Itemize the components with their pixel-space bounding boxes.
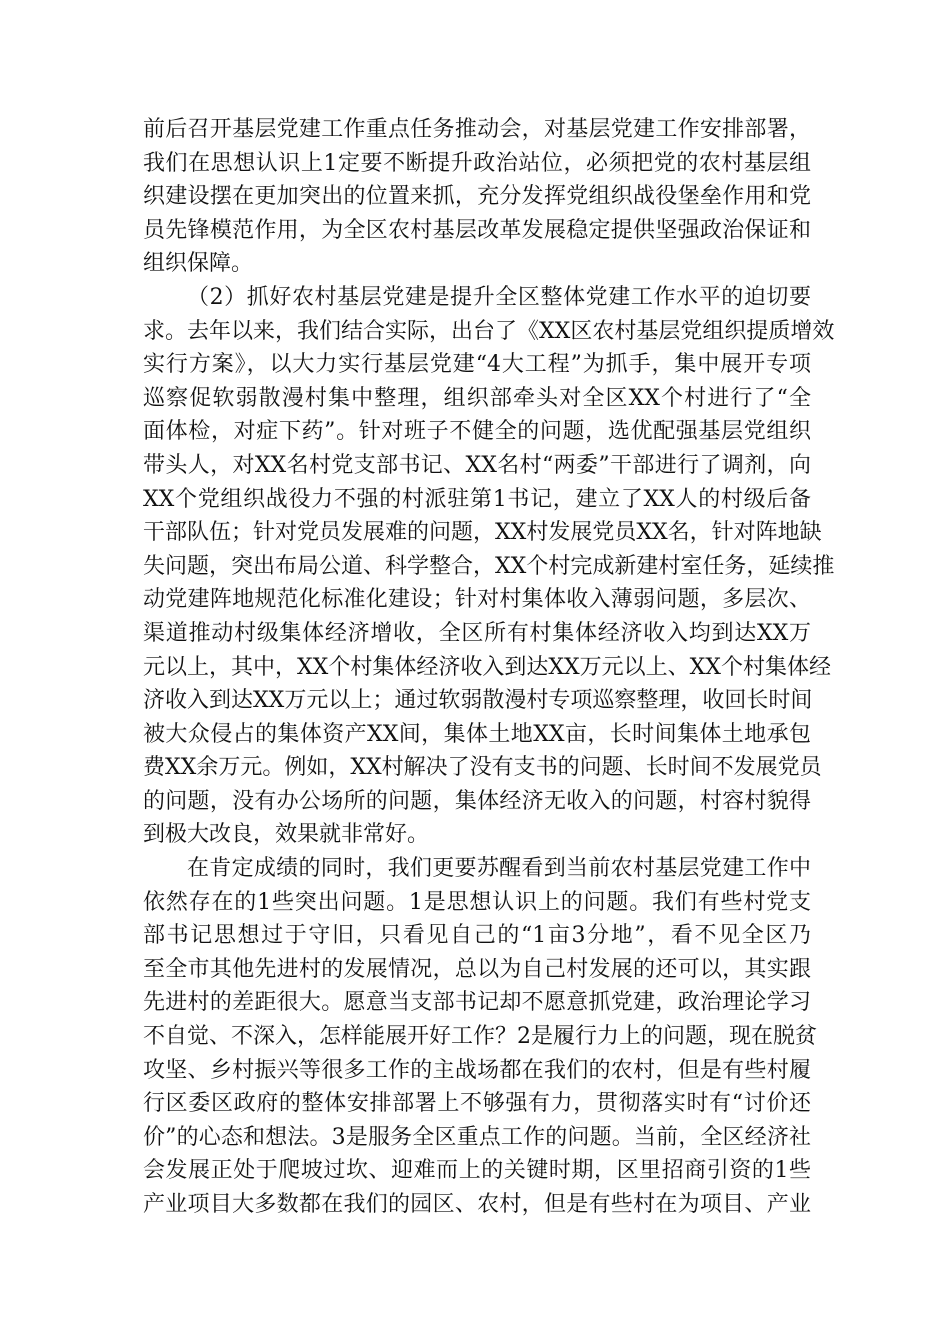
text-line: 至全市其他先进村的发展情况，总以为自己村发展的还可以，其实跟 xyxy=(143,956,811,982)
paragraph-2 xyxy=(143,281,835,852)
text-line: 渠道推动村级集体经济增收，全区所有村集体经济收入均到达XX万 xyxy=(143,620,811,646)
text-line: 员先锋模范作用，为全区农村基层改革发展稳定提供坚强政治保证和 xyxy=(143,217,811,243)
text-line: 元以上，其中，XX个村集体经济收入到达XX万元以上、XX个村集体经 xyxy=(143,654,831,680)
text-line: 动党建阵地规范化标准化建设；针对村集体收入薄弱问题，多层次、 xyxy=(143,587,811,613)
document-body xyxy=(143,113,835,1222)
text-line: 组织保障。 xyxy=(143,251,254,277)
text-line: 产业项目大多数都在我们的园区、农村，但是有些村在为项目、产业 xyxy=(143,1192,811,1217)
text-line: 实行方案》，以大力实行基层党建“4大工程”为抓手，集中展开专项 xyxy=(143,352,811,378)
text-line: 求。去年以来，我们结合实际，出台了《XX区农村基层党组织提质增效 xyxy=(143,318,835,344)
text-line: 到极大改良，效果就非常好。 xyxy=(143,822,430,848)
text-line: 在肯定成绩的同时，我们更要苏醒看到当前农村基层党建工作中 xyxy=(187,856,811,882)
text-line: 的问题，没有办公场所的问题，集体经济无收入的问题，村容村貌得 xyxy=(143,788,811,814)
text-line: （2）抓好农村基层党建是提升全区整体党建工作水平的迫切要 xyxy=(187,284,811,310)
text-line: 织建设摆在更加突出的位置来抓，充分发挥党组织战役堡垒作用和党 xyxy=(143,184,811,210)
text-line: 部书记思想过于守旧，只看见自己的“1亩3分地”，看不见全区乃 xyxy=(143,923,811,949)
text-line: 失问题，突出布局公道、科学整合，XX个村完成新建村室任务，延续推 xyxy=(143,553,835,579)
text-line: 攻坚、乡村振兴等很多工作的主战场都在我们的农村，但是有些村履 xyxy=(143,1057,811,1083)
text-line: 面体检，对症下药”。针对班子不健全的问题，选优配强基层党组织 xyxy=(143,419,811,445)
text-line: 先进村的差距很大。愿意当支部书记却不愿意抓党建，政治理论学习 xyxy=(143,990,811,1016)
text-line: 干部队伍；针对党员发展难的问题，XX村发展党员XX名，针对阵地缺 xyxy=(143,520,822,546)
text-line: 价”的心态和想法。3是服务全区重点工作的问题。当前，全区经济社 xyxy=(143,1124,811,1150)
text-line: 我们在思想认识上1定要不断提升政治站位，必须把党的农村基层组 xyxy=(143,150,811,176)
text-line: XX个党组织战役力不强的村派驻第1书记，建立了XX人的村级后备 xyxy=(143,486,811,512)
paragraph-3 xyxy=(143,852,817,1222)
text-line: 带头人，对XX名村党支部书记、XX名村“两委”干部进行了调剂，向 xyxy=(143,452,811,478)
text-line: 费XX余万元。例如，XX村解决了没有支书的问题、长时间不发展党员 xyxy=(143,755,822,781)
text-line: 巡察促软弱散漫村集中整理，组织部牵头对全区XX个村进行了“全 xyxy=(143,385,811,411)
paragraph-1 xyxy=(143,113,811,281)
text-line: 行区委区政府的整体安排部署上不够强有力，贯彻落实时有“讨价还 xyxy=(143,1091,811,1117)
text-line: 前后召开基层党建工作重点任务推动会，对基层党建工作安排部署， xyxy=(143,117,811,142)
text-line: 济收入到达XX万元以上；通过软弱散漫村专项巡察整理，收回长时间 xyxy=(143,688,813,714)
text-line: 会发展正处于爬坡过坎、迎难而上的关键时期，区里招商引资的1些 xyxy=(143,1158,811,1184)
text-line: 依然存在的1些突出问题。1是思想认识上的问题。我们有些村党支 xyxy=(143,889,811,915)
text-line: 不自觉、不深入，怎样能展开好工作？2是履行力上的问题，现在脱贫 xyxy=(143,1024,817,1050)
text-line: 被大众侵占的集体资产XX间，集体土地XX亩，长时间集体土地承包 xyxy=(143,721,811,747)
